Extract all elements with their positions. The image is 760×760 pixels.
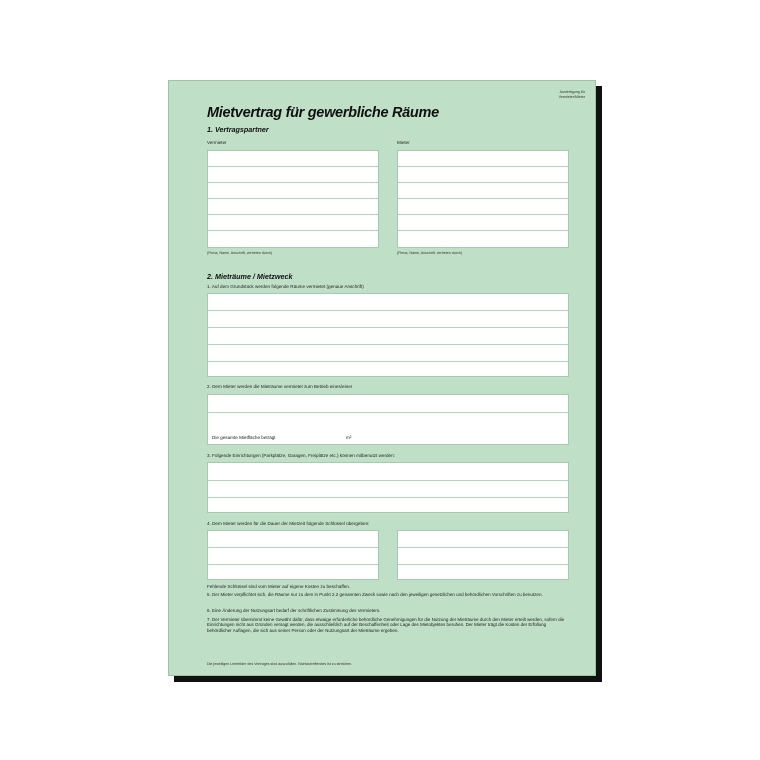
form-footer: Die jeweiligen Leerfelder des Vertrages sind auszufüllen. Nichtzutreffendes ist zu streichen. bbox=[207, 662, 353, 666]
item-5-text: 5. Der Mieter verpflichtet sich, die Räume nur zu dem in Punkt 2.2 genannten Zweck sowie nach den jeweiligen gesetzlichen und behördlichen Vorschriften zu benutzen. bbox=[207, 592, 543, 597]
missing-keys-note: Fehlende Schlüssel sind vom Mieter auf eigene Kosten zu beschaffen. bbox=[207, 584, 351, 589]
keys-field-right[interactable] bbox=[397, 530, 569, 580]
item-1-text: 1. Auf dem Grundstück werden folgende Räume vermietet (genaue Anschrift) bbox=[207, 284, 364, 289]
tenant-caption: (Firma, Name, Anschrift, vertreten durch) bbox=[397, 251, 463, 255]
form-title: Mietvertrag für gewerbliche Räume bbox=[207, 105, 439, 121]
keys-field-left[interactable] bbox=[207, 530, 379, 580]
landlord-field[interactable] bbox=[207, 150, 379, 248]
shared-facilities-field[interactable] bbox=[207, 462, 569, 513]
tenant-field[interactable] bbox=[397, 150, 569, 248]
copy-note-line-2: Vermieter/Mieter bbox=[558, 94, 585, 99]
contract-form-sheet bbox=[168, 80, 596, 676]
total-area-unit: m² bbox=[346, 435, 352, 440]
item-6-text: 6. Eine Änderung der Nutzungsart bedarf der schriftlichen Zustimmung des Vermieters. bbox=[207, 608, 381, 613]
item-7-text: 7. Der Vermieter übernimmt keine Gewähr dafür, dass etwaige erforderliche behördliche Genehmigungen für die Nutzung der Mieträume durch den Mieter erteilt werden, sofern die Einrichtungen nicht aus Gründen versagt werden, die ausschließlich auf der Beschaffenheit oder Lage des Mietobjektes beruhen. Der Mieter trägt die Kosten der Erfüllung behördlicher Auflagen, die sich aus seiner Person oder der Nutzungsart der Mieträume ergeben. bbox=[207, 617, 565, 633]
landlord-label: Vermieter bbox=[207, 140, 227, 145]
section-2-heading: 2. Mieträume / Mietzweck bbox=[207, 272, 293, 281]
item-3-text: 3. Folgende Einrichtungen (Parkplätze, Garagen, Freiplätze etc.) können mitbenutzt werden: bbox=[207, 453, 395, 458]
tenant-label: Mieter bbox=[397, 140, 410, 145]
item-4-text: 4. Dem Mieter werden für die Dauer der Mietzeit folgende Schlüssel übergeben: bbox=[207, 521, 370, 526]
premises-address-field[interactable] bbox=[207, 293, 569, 377]
copy-note-line-1: Ausfertigung für bbox=[559, 90, 585, 94]
section-1-heading: 1. Vertragspartner bbox=[207, 125, 269, 134]
total-area-label: Die gesamte Mietfläche beträgt bbox=[212, 435, 276, 440]
item-2-text: 2. Dem Mieter werden die Mieträume vermietet zum Betrieb eines/einer bbox=[207, 384, 353, 389]
landlord-caption: (Firma, Name, Anschrift, vertreten durch) bbox=[207, 251, 273, 255]
business-purpose-field[interactable] bbox=[207, 394, 569, 445]
copy-note bbox=[515, 90, 585, 99]
